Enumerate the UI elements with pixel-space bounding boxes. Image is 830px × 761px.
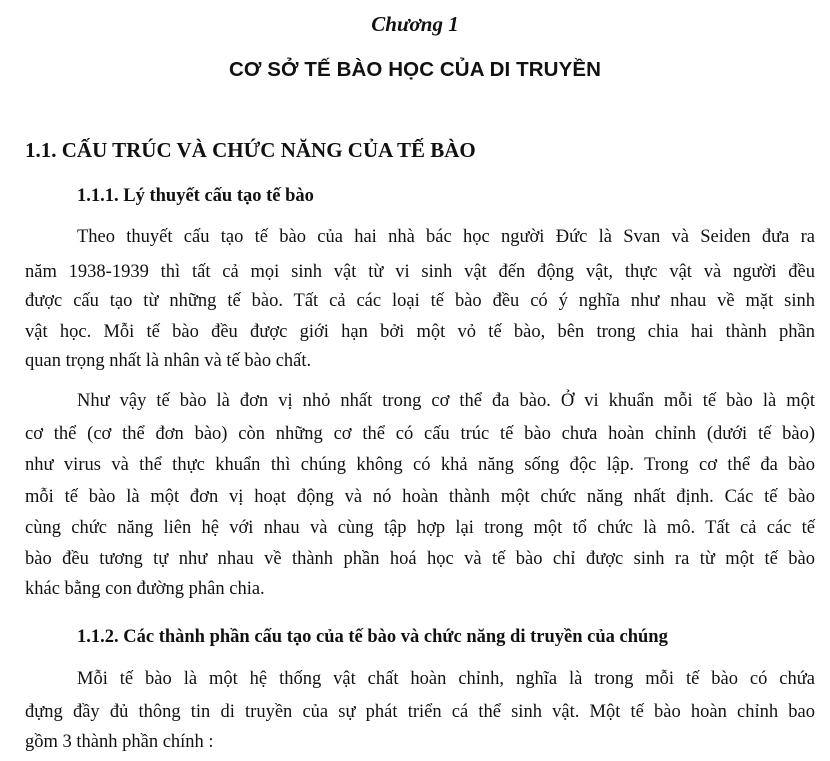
paragraph-line: năm 1938-1939 thì tất cả mọi sinh vật từ vi sinh vật đến động vật, thực vật và người đều xyxy=(25,262,815,282)
subsection-heading-1-1-2: 1.1.2. Các thành phần cấu tạo của tế bào và chức năng di truyền của chúng xyxy=(77,627,668,647)
chapter-title: CƠ SỞ TẾ BÀO HỌC CỦA DI TRUYỀN xyxy=(228,58,602,81)
paragraph-line: quan trọng nhất là nhân và tế bào chất. xyxy=(25,351,312,371)
chapter-label: Chương 1 xyxy=(371,12,459,36)
paragraph-line: như virus và thể thực khuẩn thì chúng không có khả năng sống độc lập. Trong cơ thể đa bào xyxy=(25,455,815,475)
paragraph-line: bào đều tương tự như nhau về thành phần hoá học và tế bào chỉ được sinh ra từ một tế bào xyxy=(25,549,815,569)
paragraph-line: cùng chức năng liên hệ với nhau và cùng tập hợp lại trong một tổ chức là mô. Tất cả các tế xyxy=(25,518,815,538)
paragraph-line: Mỗi tế bào là một hệ thống vật chất hoàn chỉnh, nghĩa là trong mỗi tế bào có chứa xyxy=(77,669,815,689)
paragraph-line: Theo thuyết cấu tạo tế bào của hai nhà bác học người Đức là Svan và Seiden đưa ra xyxy=(77,227,815,247)
paragraph-line: cơ thể (cơ thể đơn bào) còn những cơ thể có cấu trúc tế bào chưa hoàn chỉnh (dưới tế bào) xyxy=(25,424,815,444)
paragraph-line: khác bằng con đường phân chia. xyxy=(25,579,265,599)
paragraph-line: vật học. Mỗi tế bào đều được giới hạn bởi một vỏ tế bào, bên trong chia hai thành phần xyxy=(25,322,815,342)
paragraph-line: mỗi tế bào là một đơn vị hoạt động và nó hoàn thành một chức năng nhất định. Các tế bào xyxy=(25,487,815,507)
paragraph-line: đựng đầy đủ thông tin di truyền của sự phát triển cá thể sinh vật. Một tế bào hoàn chỉnh bao xyxy=(25,702,815,722)
paragraph-line: được cấu tạo từ những tế bào. Tất cả các loại tế bào đều có ý nghĩa như nhau về mặt sinh xyxy=(25,291,815,311)
paragraph-line: Như vậy tế bào là đơn vị nhỏ nhất trong cơ thể đa bào. Ở vi khuẩn mỗi tế bào là một xyxy=(77,391,815,411)
paragraph-line: gồm 3 thành phần chính : xyxy=(25,732,214,752)
section-heading: 1.1. CẤU TRÚC VÀ CHỨC NĂNG CỦA TẾ BÀO xyxy=(25,138,476,162)
subsection-heading-1-1-1: 1.1.1. Lý thuyết cấu tạo tế bào xyxy=(77,186,314,206)
